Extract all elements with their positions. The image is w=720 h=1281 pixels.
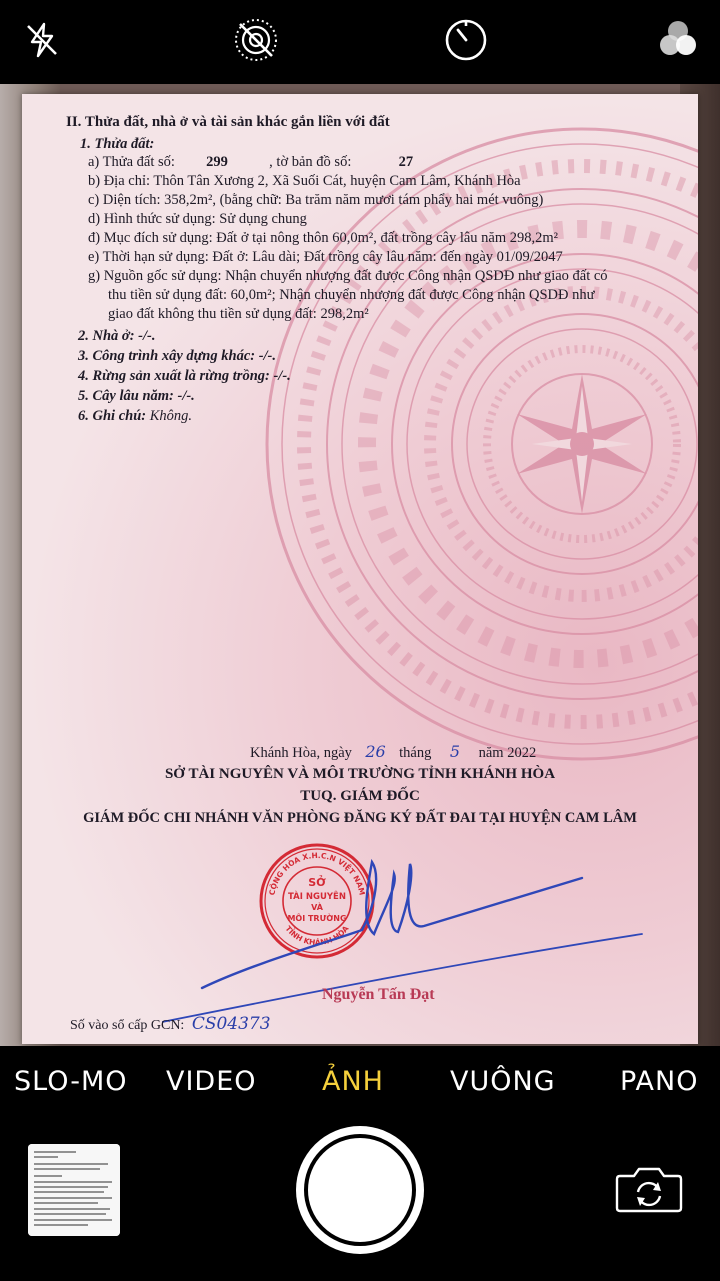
issuer-line-2: TUQ. GIÁM ĐỐC [300,788,420,804]
mode-video[interactable]: VIDEO [166,1066,257,1097]
date-day: 26 [365,742,386,761]
seal-center-3: VÀ [311,903,323,912]
last-photo-thumbnail[interactable] [28,1144,120,1236]
parcel-label: a) Thửa đất số: [88,154,175,170]
seal-center-4: MÔI TRƯỜNG [287,914,347,923]
land-certificate-page [22,94,698,1044]
seal-bottom-text: TỈNH KHÁNH HÒA [283,924,351,948]
item-2-house: 2. Nhà ở: -/-. [78,328,156,344]
camera-bottom-controls [0,1124,720,1281]
notes-label: 6. Ghi chú: [78,408,147,424]
date-place: Khánh Hòa, ngày [250,745,352,761]
gcn-number: CS04373 [191,1014,271,1034]
origin-line-2: thu tiền sử dụng đất: 60,0m²; Nhận chuyển nhượng đất được Công nhận QSDĐ như [108,287,595,303]
section-title: II. Thửa đất, nhà ở và tài sản khác gắn liền với đất [66,114,390,130]
shutter-ring [304,1134,416,1246]
parcel-number: 299 [206,154,228,170]
issue-date-line [250,742,536,762]
usage-term-line: e) Thời hạn sử dụng: Đất ở: Lâu dài; Đất trồng cây lâu năm: đến ngày 01/09/2047 [88,249,563,265]
mode-pano[interactable]: PANO [620,1066,699,1097]
usage-purpose-line: đ) Mục đích sử dụng: Đất ở tại nông thôn 60,0m², đất trồng cây lâu năm 298,2m² [88,230,559,246]
gcn-label: Số vào sổ cấp GCN: [70,1018,185,1033]
mode-photo[interactable]: ẢNH [322,1066,384,1097]
camera-top-bar [0,0,720,84]
origin-line-3: giao đất không thu tiền sử dụng đất: 298,2m² [108,306,369,322]
map-sheet-number: 27 [398,154,414,170]
gcn-register-line [70,1014,271,1034]
area-line: c) Diện tích: 358,2m², (bằng chữ: Ba trăm năm mươi tám phẩy hai mét vuông) [88,192,544,208]
date-year: năm 2022 [478,745,537,761]
seal-ring-text: CỘNG HÒA X.H.C.N VIỆT NAM [267,850,367,896]
live-photo-off-icon[interactable] [232,16,280,64]
bronze-drum-pattern [262,124,698,764]
seal-center-1: SỞ [308,876,326,889]
issuer-line-1: SỞ TÀI NGUYÊN VÀ MÔI TRƯỜNG TỈNH KHÁNH HÒA [164,766,556,782]
mode-square[interactable]: VUÔNG [450,1066,556,1097]
mode-slo-mo[interactable]: SLO-MO [14,1066,128,1097]
parcel-line [88,154,413,171]
usage-form-line: d) Hình thức sử dụng: Sử dụng chung [88,211,307,227]
seal-center-2: TÀI NGUYÊN [288,892,346,902]
issuer-line-3: GIÁM ĐỐC CHI NHÁNH VĂN PHÒNG ĐĂNG KÝ ĐẤT ĐAI TẠI HUYỆN CAM LÂM [83,810,637,826]
timer-icon[interactable] [442,16,490,64]
item-1-title: 1. Thửa đất: [80,136,155,152]
item-6-notes [78,408,192,425]
date-month-label: tháng [399,745,432,761]
camera-flip-icon[interactable] [614,1162,684,1214]
date-month: 5 [449,742,461,761]
address-line: b) Địa chỉ: Thôn Tân Xương 2, Xã Suối Cát, huyện Cam Lâm, Khánh Hòa [88,173,521,189]
shutter-button[interactable] [296,1126,424,1254]
thumbnail-document-preview [28,1144,120,1236]
notes-value: Không. [149,408,193,424]
flash-off-icon[interactable] [18,16,66,64]
signer-name: Nguyễn Tấn Đạt [322,986,435,1003]
item-3-other-works: 3. Công trình xây dựng khác: -/-. [78,348,277,364]
camera-mode-selector [0,1046,720,1124]
item-5-perennial-trees: 5. Cây lâu năm: -/-. [78,388,195,404]
map-sheet-label: , tờ bản đồ số: [269,154,352,170]
filters-icon[interactable] [654,16,702,64]
camera-viewfinder [0,84,720,1046]
origin-line-1: g) Nguồn gốc sử dụng: Nhận chuyển nhượng đất được Công nhận QSDĐ như giao đất có [88,268,608,284]
item-4-forest: 4. Rừng sản xuất là rừng trồng: -/-. [78,368,291,384]
